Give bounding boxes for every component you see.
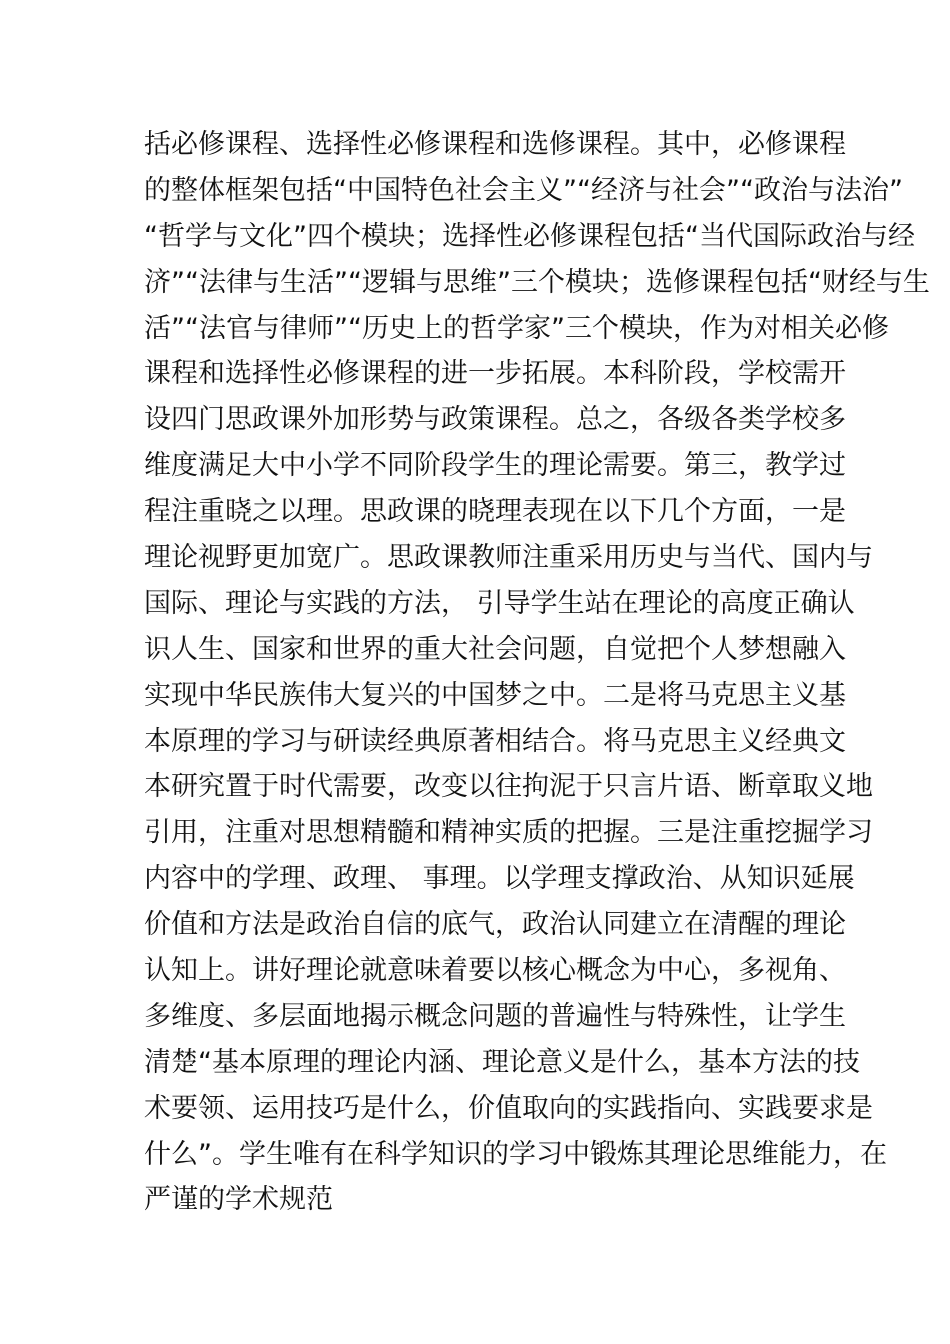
text-line: 理论视野更加宽广。思政课教师注重采用历史与当代、国内与 xyxy=(144,542,873,574)
text-line: 维度满足大中小学不同阶段学生的理论需要。第三，教学过 xyxy=(144,450,846,482)
text-line: 识人生、国家和世界的重大社会问题，自觉把个人梦想融入 xyxy=(144,633,846,665)
body-text xyxy=(144,122,930,1223)
text-line: 本研究置于时代需要，改变以往拘泥于只言片语、断章取义地 xyxy=(144,771,873,803)
text-line: 实现中华民族伟大复兴的中国梦之中。二是将马克思主义基 xyxy=(144,679,846,711)
text-line: 括必修课程、选择性必修课程和选修课程。其中，必修课程 xyxy=(144,129,846,160)
text-line: 内容中的学理、政理、 事理。以学理支撑政治、从知识延展 xyxy=(144,863,855,895)
text-line: 什么”。学生唯有在科学知识的学习中锻炼其理论思维能力，在 xyxy=(144,1138,887,1170)
text-line: 活”“法官与律师”“历史上的哲学家”三个模块，作为对相关必修 xyxy=(144,312,889,344)
text-line: 本原理的学习与研读经典原著相结合。将马克思主义经典文 xyxy=(144,725,846,757)
text-line: 程注重晓之以理。思政课的晓理表现在以下几个方面，一是 xyxy=(144,496,846,528)
text-line: 设四门思政课外加形势与政策课程。总之，各级各类学校多 xyxy=(144,404,846,436)
text-line: 清楚“基本原理的理论内涵、理论意义是什么，基本方法的技 xyxy=(144,1046,860,1078)
text-line: 引用，注重对思想精髓和精神实质的把握。三是注重挖掘学习 xyxy=(144,817,873,849)
text-line: 多维度、多层面地揭示概念问题的普遍性与特殊性，让学生 xyxy=(144,1000,846,1032)
text-line: 术要领、运用技巧是什么，价值取向的实践指向、实践要求是 xyxy=(144,1092,873,1124)
text-line: 课程和选择性必修课程的进一步拓展。本科阶段，学校需开 xyxy=(144,358,846,390)
text-line: 严谨的学术规范 xyxy=(144,1184,333,1216)
text-line: 国际、理论与实践的方法， 引导学生站在理论的高度正确认 xyxy=(144,587,855,619)
text-line: 价值和方法是政治自信的底气，政治认同建立在清醒的理论 xyxy=(144,909,846,941)
text-line: 认知上。讲好理论就意味着要以核心概念为中心，多视角、 xyxy=(144,955,846,987)
text-line: “哲学与文化”四个模块；选择性必修课程包括“当代国际政治与经 xyxy=(144,220,915,252)
text-line: 的整体框架包括“中国特色社会主义”“经济与社会”“政治与法治” xyxy=(144,174,903,206)
text-line: 济”“法律与生活”“逻辑与思维”三个模块；选修课程包括“财经与生 xyxy=(144,266,930,298)
